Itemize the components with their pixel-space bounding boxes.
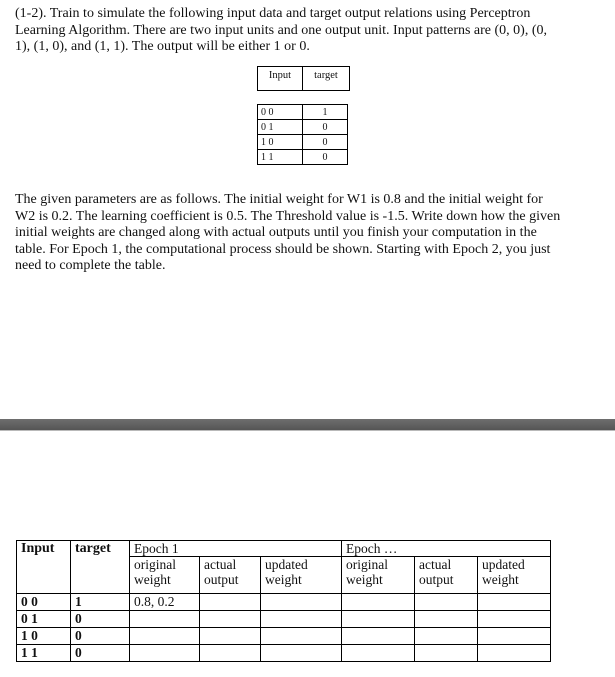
original-weight-header: original weight <box>342 557 415 594</box>
table-row <box>17 611 551 628</box>
actual-output-cell[interactable] <box>415 611 478 628</box>
page-separator-band <box>0 419 615 430</box>
updated-weight-cell[interactable] <box>478 645 551 662</box>
input-cell: 1 1 <box>17 645 71 662</box>
epoch2-header: Epoch … <box>342 541 551 557</box>
question-intro-line: Learning Algorithm. There are two input units and one output unit. Input patterns are (0, 0), (0, <box>15 22 548 38</box>
target-cell: 0 <box>71 628 130 645</box>
page-separator-line <box>0 430 615 431</box>
actual-output-cell[interactable] <box>200 628 261 645</box>
table-row <box>17 628 551 645</box>
table-row <box>17 541 551 557</box>
small-target-cell: 1 <box>303 105 348 120</box>
table-row <box>258 120 348 135</box>
divider <box>302 67 303 90</box>
question-parameters-line: W2 is 0.2. The learning coefficient is 0.5. The Threshold value is -1.5. Write down how the given <box>15 208 561 224</box>
table-row <box>258 105 348 120</box>
original-weight-header: original weight <box>130 557 200 594</box>
input-cell: 0 0 <box>17 594 71 611</box>
actual-output-cell[interactable] <box>200 611 261 628</box>
updated-weight-cell[interactable] <box>261 628 342 645</box>
small-input-cell: 0 0 <box>258 105 303 120</box>
original-weight-cell[interactable] <box>130 645 200 662</box>
original-weight-cell[interactable] <box>130 628 200 645</box>
small-target-cell: 0 <box>303 150 348 165</box>
updated-weight-header: updated weight <box>261 557 342 594</box>
question-parameters-line: table. For Epoch 1, the computational process should be shown. Starting with Epoch 2, you just <box>15 241 551 257</box>
small-target-cell: 0 <box>303 135 348 150</box>
question-intro-line: (1-2). Train to simulate the following input data and target output relations using Perceptron <box>15 6 531 21</box>
original-weight-cell[interactable]: 0.8, 0.2 <box>130 594 200 611</box>
updated-weight-cell[interactable] <box>478 594 551 611</box>
actual-output-cell[interactable] <box>200 645 261 662</box>
original-weight-cell[interactable] <box>342 611 415 628</box>
updated-weight-cell[interactable] <box>261 594 342 611</box>
small-table-header <box>257 66 350 91</box>
question-parameters <box>15 192 605 275</box>
updated-weight-header: updated weight <box>478 557 551 594</box>
question-parameters-line: initial weights are changed along with actual outputs until you finish your computation in the <box>15 225 537 240</box>
updated-weight-cell[interactable] <box>478 628 551 645</box>
small-input-header: Input <box>268 70 292 81</box>
target-cell: 0 <box>71 645 130 662</box>
table-row <box>258 135 348 150</box>
table-row <box>17 594 551 611</box>
updated-weight-cell[interactable] <box>261 611 342 628</box>
updated-weight-cell[interactable] <box>261 645 342 662</box>
actual-output-cell[interactable] <box>200 594 261 611</box>
target-cell: 1 <box>71 594 130 611</box>
table-row <box>258 150 348 165</box>
actual-output-header: actual output <box>200 557 261 594</box>
question-parameters-line: need to complete the table. <box>15 258 166 273</box>
input-header: Input <box>17 541 71 594</box>
small-target-cell: 0 <box>303 120 348 135</box>
small-input-cell: 1 1 <box>258 150 303 165</box>
actual-output-cell[interactable] <box>415 628 478 645</box>
question-intro <box>15 6 605 56</box>
actual-output-cell[interactable] <box>415 594 478 611</box>
original-weight-cell[interactable] <box>342 628 415 645</box>
epoch1-header: Epoch 1 <box>130 541 342 557</box>
question-intro-line: 1), (1, 0), and (1, 1). The output will be either 1 or 0. <box>15 39 310 54</box>
small-data-table <box>257 104 348 165</box>
question-parameters-line: The given parameters are as follows. The initial weight for W1 is 0.8 and the initial weight for <box>15 192 543 207</box>
small-input-cell: 1 0 <box>258 135 303 150</box>
input-cell: 1 0 <box>17 628 71 645</box>
target-cell: 0 <box>71 611 130 628</box>
original-weight-cell[interactable] <box>130 611 200 628</box>
actual-output-header: actual output <box>415 557 478 594</box>
small-target-header: target <box>314 70 338 81</box>
small-input-cell: 0 1 <box>258 120 303 135</box>
input-cell: 0 1 <box>17 611 71 628</box>
updated-weight-cell[interactable] <box>478 611 551 628</box>
actual-output-cell[interactable] <box>415 645 478 662</box>
table-row <box>17 645 551 662</box>
target-header: target <box>71 541 130 594</box>
answer-table <box>16 540 551 662</box>
original-weight-cell[interactable] <box>342 645 415 662</box>
original-weight-cell[interactable] <box>342 594 415 611</box>
